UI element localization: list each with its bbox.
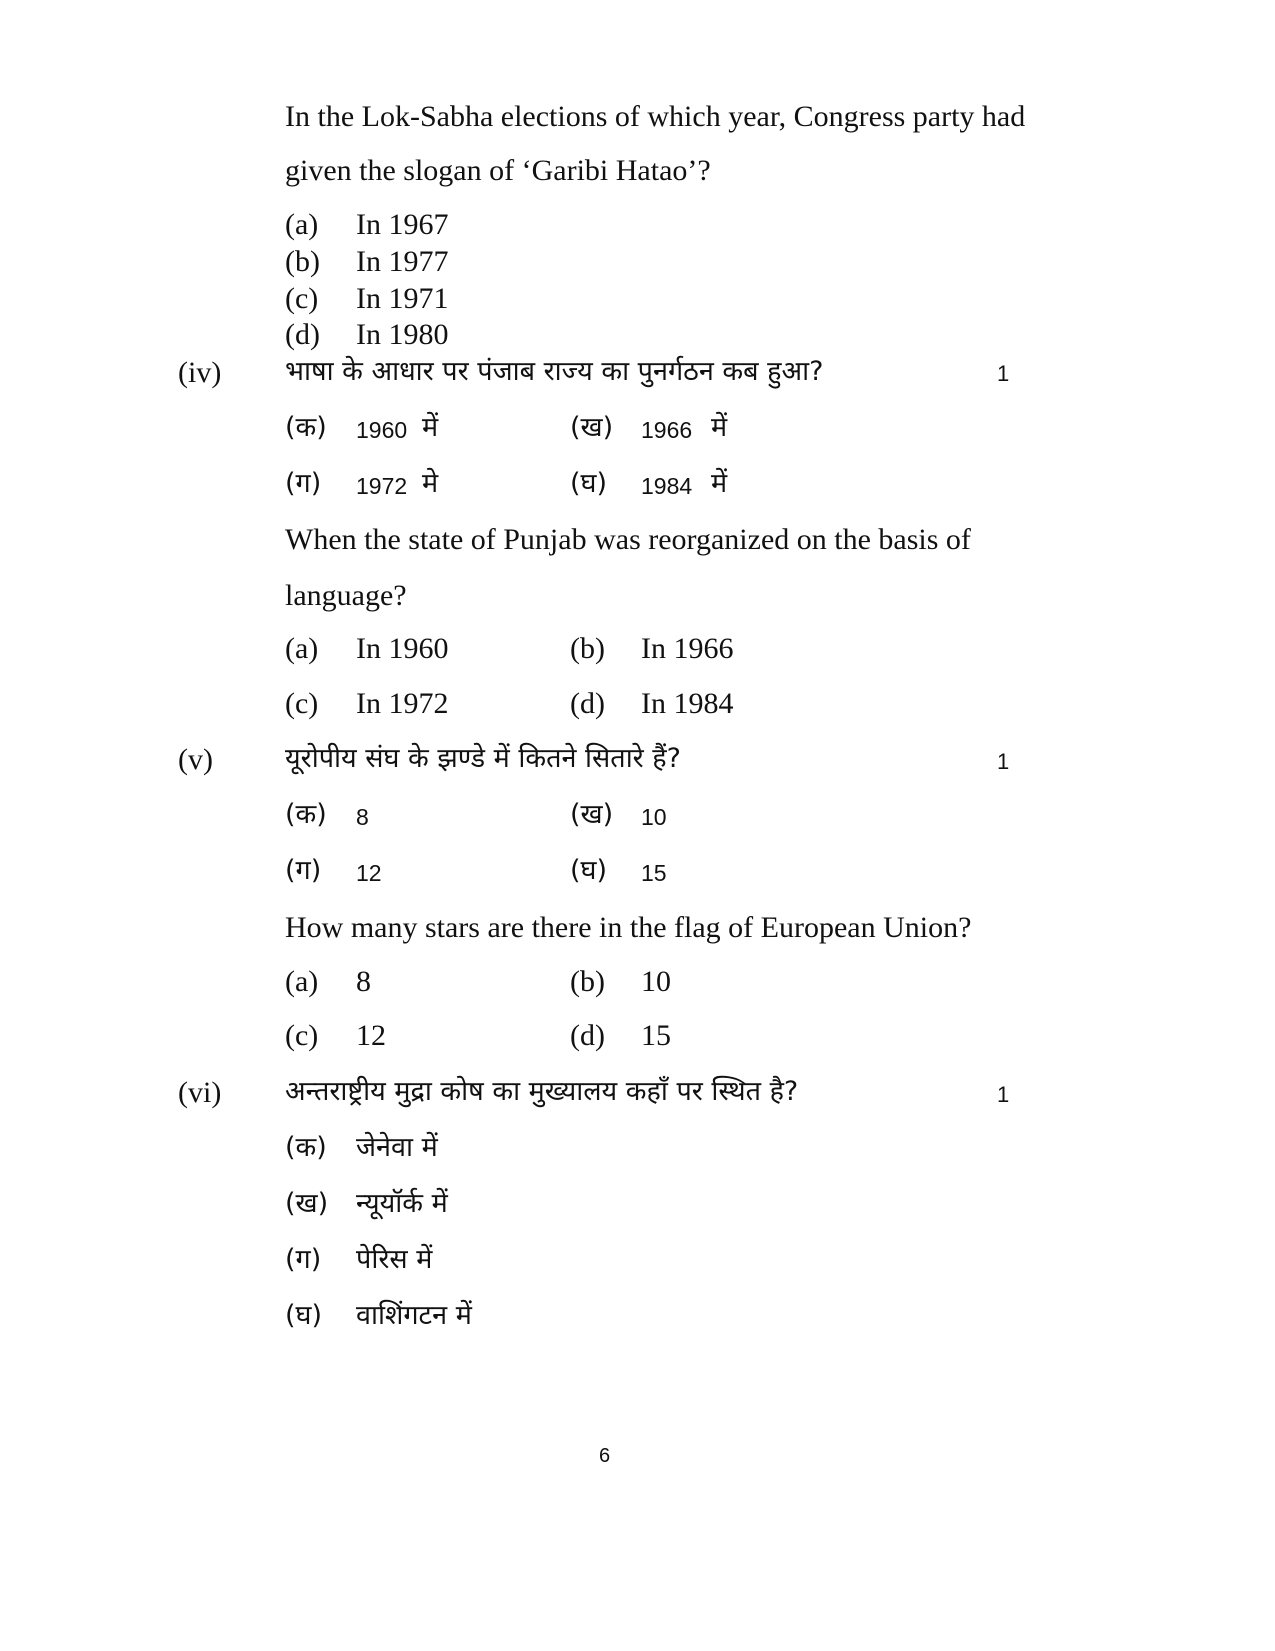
q6-hindi-question: अन्तराष्ट्रीय मुद्रा कोष का मुख्यालय कहाँ पर स्थित है? (285, 1076, 799, 1107)
q4-english-option-b-text: In 1966 (641, 632, 734, 665)
q4-english-option-b-label: (b) (570, 632, 605, 665)
q5-english-option-a-label: (a) (285, 965, 319, 998)
q5-english-question: How many stars are there in the flag of European Union? (285, 911, 972, 944)
q5-english-option-b-label: (b) (570, 965, 605, 998)
q4-english-option-a-text: In 1960 (356, 632, 449, 665)
q6-marks: 1 (997, 1082, 1010, 1107)
q3-option-d-label: (d) (285, 318, 320, 351)
q5-hindi-option-ga-label: (ग) (285, 855, 322, 886)
q5-hindi-option-kha-label: (ख) (570, 799, 614, 830)
q4-hindi-option-gha-year: 1984 (641, 473, 693, 499)
page-number: 6 (599, 1445, 611, 1467)
q4-english-option-c-text: In 1972 (356, 687, 449, 720)
q5-hindi-option-gha-text: 15 (641, 860, 667, 886)
q4-hindi-option-ka-suffix: में (422, 412, 439, 443)
q4-english-question-line2: language? (285, 579, 407, 612)
q3-option-a-label: (a) (285, 208, 319, 241)
q4-hindi-option-kha-year: 1966 (641, 417, 693, 443)
q5-english-option-c-label: (c) (285, 1019, 319, 1052)
q5-english-option-d-label: (d) (570, 1019, 605, 1052)
q4-english-option-a-label: (a) (285, 632, 319, 665)
q3-option-c-label: (c) (285, 282, 319, 315)
q3-option-b-text: In 1977 (356, 245, 449, 278)
q5-english-option-b-text: 10 (641, 965, 671, 998)
q6-hindi-option-kha-text: न्यूयॉर्क में (356, 1188, 448, 1219)
q6-hindi-option-ka-label: (क) (285, 1132, 327, 1163)
q6-hindi-option-ka-text: जेनेवा में (356, 1132, 438, 1163)
q5-hindi-option-ga-text: 12 (356, 860, 382, 886)
q4-hindi-option-ka-year: 1960 (356, 417, 408, 443)
q4-hindi-option-ga-label: (ग) (285, 468, 322, 499)
q4-english-option-d-text: In 1984 (641, 687, 734, 720)
q4-english-question-line1: When the state of Punjab was reorganized on the basis of (285, 523, 971, 556)
q4-hindi-option-kha-label: (ख) (570, 412, 614, 443)
q5-number: (v) (178, 743, 213, 776)
q4-hindi-option-ga-suffix: मे (422, 468, 439, 499)
q4-marks: 1 (997, 361, 1010, 386)
q3-option-a-text: In 1967 (356, 208, 449, 241)
q5-marks: 1 (997, 749, 1010, 774)
q5-english-option-c-text: 12 (356, 1019, 386, 1052)
q4-hindi-option-ga-year: 1972 (356, 473, 408, 499)
q4-hindi-option-kha-suffix: में (711, 412, 728, 443)
q4-hindi-option-gha-label: (घ) (570, 468, 608, 499)
q3-option-c-text: In 1971 (356, 282, 449, 315)
q5-hindi-option-ka-label: (क) (285, 799, 327, 830)
q5-hindi-question: यूरोपीय संघ के झण्डे में कितने सितारे हैं? (285, 743, 681, 774)
q3-option-d-text: In 1980 (356, 318, 449, 351)
q4-english-option-d-label: (d) (570, 687, 605, 720)
q5-english-option-d-text: 15 (641, 1019, 671, 1052)
q3-question-line1: In the Lok-Sabha elections of which year, Congress party had (285, 100, 1026, 133)
q3-question-line2: given the slogan of ‘Garibi Hatao’? (285, 154, 711, 187)
q4-hindi-option-ka-label: (क) (285, 412, 327, 443)
q4-number: (iv) (178, 356, 222, 389)
q5-hindi-option-ka-text: 8 (356, 804, 369, 830)
q3-option-b-label: (b) (285, 245, 320, 278)
q6-number: (vi) (178, 1076, 222, 1109)
q6-hindi-option-kha-label: (ख) (285, 1188, 329, 1219)
q4-english-option-c-label: (c) (285, 687, 319, 720)
q5-hindi-option-kha-text: 10 (641, 804, 667, 830)
q4-hindi-question: भाषा के आधार पर पंजाब राज्य का पुनर्गठन कब हुआ? (285, 356, 824, 387)
q6-hindi-option-ga-text: पेरिस में (356, 1244, 433, 1275)
q6-hindi-option-gha-text: वाशिंगटन में (356, 1300, 472, 1331)
q4-hindi-option-gha-suffix: में (711, 468, 728, 499)
q5-hindi-option-gha-label: (घ) (570, 855, 608, 886)
q5-english-option-a-text: 8 (356, 965, 371, 998)
q6-hindi-option-ga-label: (ग) (285, 1244, 322, 1275)
q6-hindi-option-gha-label: (घ) (285, 1300, 323, 1331)
